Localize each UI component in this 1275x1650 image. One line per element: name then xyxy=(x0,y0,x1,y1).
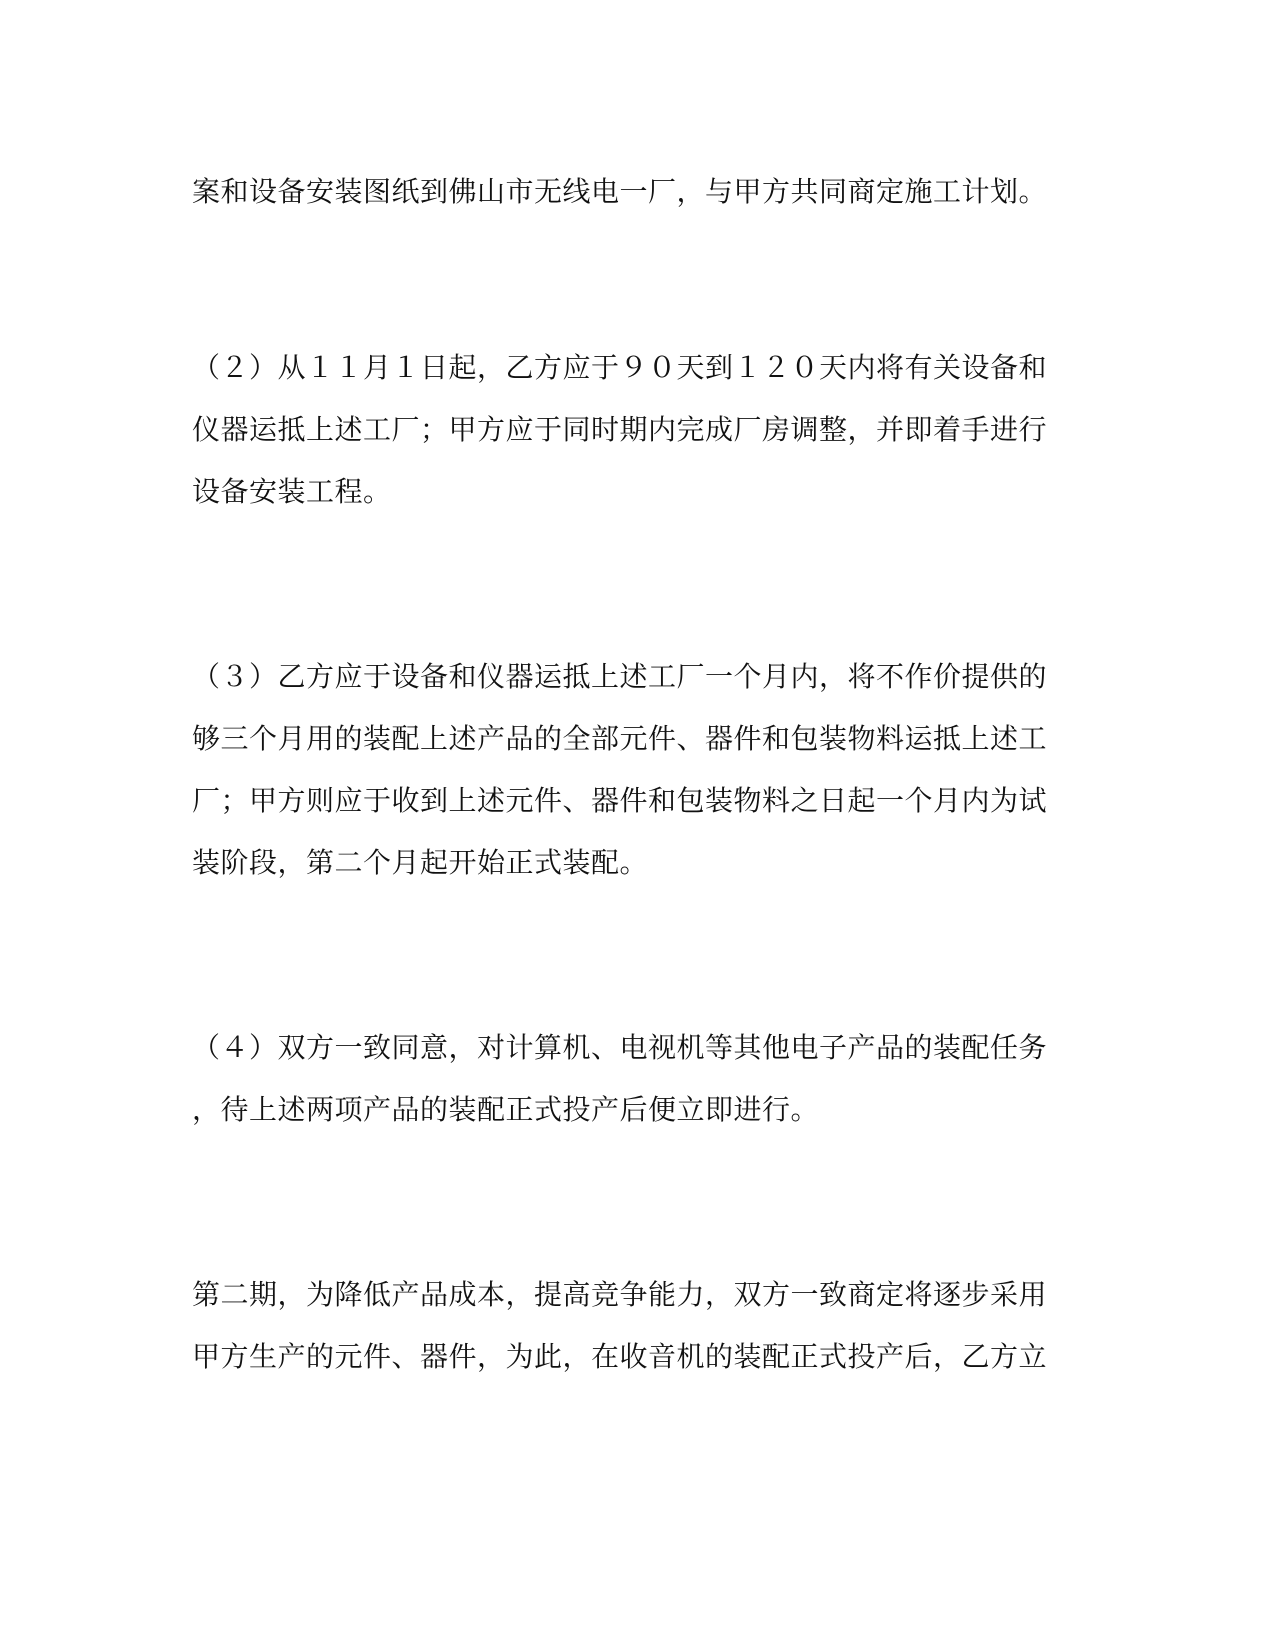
text-line: 第二期，为降低产品成本，提高竞争能力，双方一致商定将逐步采用 xyxy=(192,1278,1048,1311)
text-line: （４）双方一致同意，对计算机、电视机等其他电子产品的装配任务 xyxy=(192,1031,1048,1064)
text-line: 甲方生产的元件、器件，为此，在收音机的装配正式投产后，乙方立 xyxy=(192,1340,1048,1373)
text-line: 设备安装工程。 xyxy=(192,475,392,508)
text-line: 够三个月用的装配上述产品的全部元件、器件和包装物料运抵上述工 xyxy=(192,722,1048,755)
text-line: （２）从１１月１日起，乙方应于９０天到１２０天内将有关设备和 xyxy=(192,351,1048,384)
text-line: 装阶段，第二个月起开始正式装配。 xyxy=(192,846,649,879)
text-line: 厂；甲方则应于收到上述元件、器件和包装物料之日起一个月内为试 xyxy=(192,784,1048,817)
text-line: 案和设备安装图纸到佛山市无线电一厂，与甲方共同商定施工计划。 xyxy=(192,175,1048,208)
text-line: ，待上述两项产品的装配正式投产后便立即进行。 xyxy=(192,1093,820,1126)
text-line: 仪器运抵上述工厂；甲方应于同时期内完成厂房调整，并即着手进行 xyxy=(192,413,1048,446)
text-line: （３）乙方应于设备和仪器运抵上述工厂一个月内，将不作价提供的 xyxy=(192,660,1048,693)
